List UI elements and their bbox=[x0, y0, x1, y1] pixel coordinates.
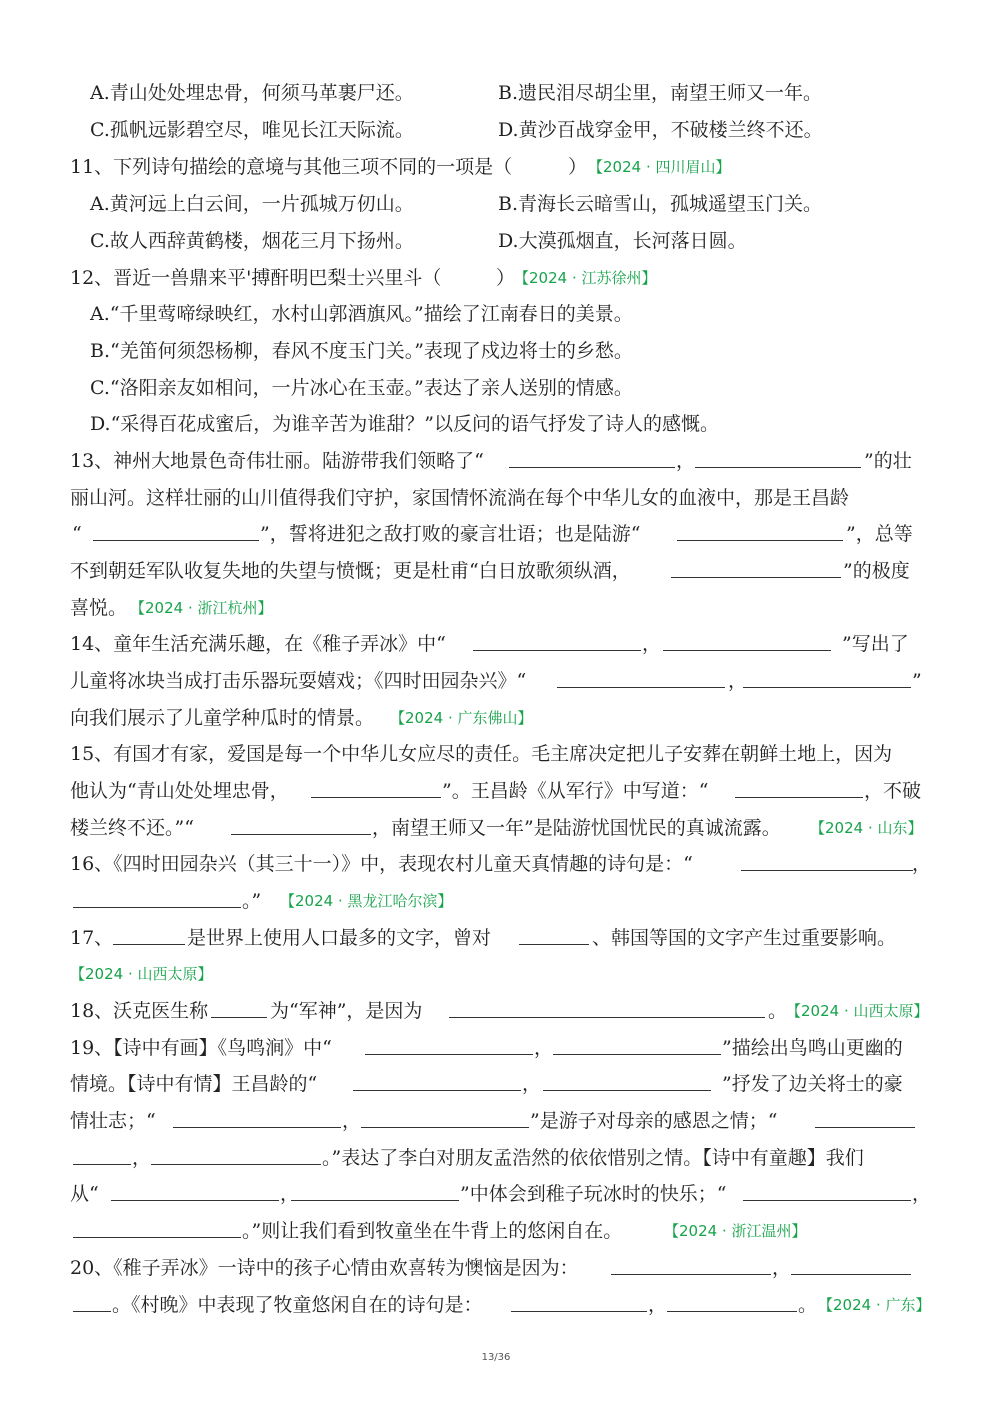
q19-line-3 bbox=[0, 1105, 992, 1137]
q11-source-tag: 【2024 · 四川眉山】 bbox=[588, 158, 731, 176]
q20-line-1 bbox=[0, 1252, 992, 1284]
q17-blank-1[interactable] bbox=[113, 922, 185, 945]
q20-line-2 bbox=[0, 1289, 992, 1321]
q13-text-4a: 不到朝廷军队收复失地的失望与愤慨；更是杜甫“白日放歌须纵酒， bbox=[70, 560, 631, 582]
q17-text-1b: 是世界上使用人口最多的文字，曾对 bbox=[187, 927, 492, 949]
q19-source-tag: 【2024 · 浙江温州】 bbox=[664, 1222, 807, 1240]
q15-line-3 bbox=[0, 812, 992, 844]
q18-line-1 bbox=[0, 995, 992, 1027]
q12-option-a-line bbox=[0, 298, 992, 330]
q12-option-d-line bbox=[0, 408, 992, 440]
q10-option-d: D.黄沙百战穿金甲，不破楼兰终不还。 bbox=[498, 119, 823, 141]
q12-option-b: B.“羌笛何须怨杨柳，春风不度玉门关。”表现了戍边将士的乡愁。 bbox=[90, 340, 633, 362]
q13-line-1 bbox=[0, 445, 992, 477]
q12-stem bbox=[0, 262, 992, 294]
q15-text-3a: 楼兰终不还。”“ bbox=[70, 817, 194, 839]
q13-line-5 bbox=[0, 592, 992, 624]
q19-blank-1[interactable] bbox=[365, 1032, 533, 1055]
q13-line-3 bbox=[0, 518, 992, 550]
q11-option-a: A.黄河远上白云间，一片孤城万仞山。 bbox=[90, 193, 414, 215]
q18-blank-1[interactable] bbox=[211, 995, 267, 1018]
q10-options-row-1 bbox=[0, 77, 992, 109]
q13-text-1a: 13、神州大地景色奇伟壮丽。陆游带我们领略了“ bbox=[70, 450, 484, 472]
q19-blank-5[interactable] bbox=[173, 1105, 341, 1128]
q12-close-paren: ） bbox=[496, 267, 516, 289]
q14-blank-4[interactable] bbox=[743, 665, 911, 688]
q20-blank-2-cont[interactable] bbox=[73, 1289, 111, 1312]
q19-blank-12[interactable] bbox=[73, 1215, 241, 1238]
q19-text-3a: 情壮志；“ bbox=[70, 1110, 156, 1132]
q11-option-d: D.大漠孤烟直，长河落日圆。 bbox=[498, 230, 747, 252]
q19-text-1b: ， bbox=[534, 1037, 554, 1059]
q19-text-3c: ”是游子对母亲的感恩之情；“ bbox=[530, 1110, 778, 1132]
q19-blank-8[interactable] bbox=[151, 1142, 321, 1165]
q13-line-4 bbox=[0, 555, 992, 587]
q14-text-1a: 14、童年生活充满乐趣，在《稚子弄冰》中“ bbox=[70, 633, 446, 655]
q19-line-4 bbox=[0, 1142, 992, 1174]
q19-text-4a: ， bbox=[132, 1147, 152, 1169]
q11-options-row-2 bbox=[0, 225, 992, 257]
q13-text-4b: ”的极度 bbox=[843, 560, 910, 582]
q15-blank-1[interactable] bbox=[311, 775, 441, 798]
q10-option-c: C.孤帆远影碧空尽，唯见长江天际流。 bbox=[90, 119, 414, 141]
q16-text-1a: 16、《四时田园杂兴（其三十一）》中，表现农村儿童天真情趣的诗句是：“ bbox=[70, 853, 693, 875]
q20-text-1a: 20、《稚子弄冰》一诗中的孩子心情由欢喜转为懊恼是因为： bbox=[70, 1257, 579, 1279]
q18-source-tag: 【2024 · 山西太原】 bbox=[786, 1002, 929, 1020]
q14-text-2a: 儿童将冰块当成打击乐器玩耍嬉戏；《四时田园杂兴》“ bbox=[70, 670, 527, 692]
q19-text-2a: 情境。【诗中有情】王昌龄的“ bbox=[70, 1073, 318, 1095]
q19-line-6 bbox=[0, 1215, 992, 1247]
q17-line-1 bbox=[0, 922, 992, 954]
q14-text-2b: ， bbox=[728, 670, 748, 692]
q19-blank-7[interactable] bbox=[815, 1105, 915, 1128]
q16-line-1 bbox=[0, 848, 992, 880]
q20-blank-4[interactable] bbox=[667, 1289, 797, 1312]
q12-source-tag: 【2024 · 江苏徐州】 bbox=[514, 269, 657, 287]
q19-text-4b: 。”表达了李白对朋友孟浩然的依依惜别之情。【诗中有童趣】我们 bbox=[322, 1147, 864, 1169]
q14-blank-3[interactable] bbox=[557, 665, 725, 688]
q13-text-3c: ”，总等 bbox=[846, 523, 913, 545]
q13-blank-1[interactable] bbox=[509, 445, 675, 468]
q20-blank-1[interactable] bbox=[611, 1252, 771, 1275]
q19-text-5c: ”中体会到稚子玩冰时的快乐；“ bbox=[460, 1183, 727, 1205]
q19-text-1c: ”描绘出鸟鸣山更幽的 bbox=[722, 1037, 903, 1059]
q19-text-5b: ， bbox=[280, 1183, 300, 1205]
q11-options-row-1 bbox=[0, 188, 992, 220]
q13-blank-4[interactable] bbox=[677, 518, 843, 541]
q19-text-1a: 19、【诗中有画】《鸟鸣涧》中“ bbox=[70, 1037, 332, 1059]
q15-blank-2[interactable] bbox=[735, 775, 863, 798]
q14-text-3: 向我们展示了儿童学种瓜时的情景。 bbox=[70, 707, 375, 729]
q19-text-6a: 。”则让我们看到牧童坐在牛背上的悠闲自在。 bbox=[242, 1220, 623, 1242]
q13-text-3a: “ bbox=[72, 523, 82, 545]
q15-text-1: 15、有国才有家，爱国是每一个中华儿女应尽的责任。毛主席决定把儿子安葬在朝鲜土地上，因为 bbox=[70, 743, 893, 765]
q20-text-2c: 。 bbox=[798, 1294, 818, 1316]
q17-source-tag: 【2024 · 山西太原】 bbox=[70, 965, 213, 983]
q12-option-b-line bbox=[0, 335, 992, 367]
q18-text-1b: 为“军神”，是因为 bbox=[270, 1000, 423, 1022]
q13-line-2 bbox=[0, 482, 992, 514]
q14-text-2c: ” bbox=[912, 670, 922, 692]
q13-blank-5[interactable] bbox=[671, 555, 841, 578]
q11-option-c: C.故人西辞黄鹤楼，烟花三月下扬州。 bbox=[90, 230, 414, 252]
q11-stem bbox=[0, 151, 992, 183]
q10-option-a: A.青山处处埋忠骨，何须马革裹尸还。 bbox=[90, 82, 414, 104]
q19-line-2 bbox=[0, 1068, 992, 1100]
q13-blank-3[interactable] bbox=[93, 518, 259, 541]
q16-source-tag: 【2024 · 黑龙江哈尔滨】 bbox=[280, 892, 453, 910]
q20-source-tag: 【2024 · 广东】 bbox=[818, 1296, 931, 1314]
q19-text-2c: ”抒发了边关将士的豪 bbox=[722, 1073, 903, 1095]
q15-text-2b: ”。王昌龄《从军行》中写道：“ bbox=[442, 780, 709, 802]
q14-blank-1[interactable] bbox=[473, 628, 641, 651]
q19-blank-9[interactable] bbox=[111, 1178, 279, 1201]
q15-text-2a: 他认为“青山处处埋忠骨， bbox=[70, 780, 289, 802]
q16-text-2a: 。” bbox=[242, 890, 262, 912]
q19-text-2b: ， bbox=[522, 1073, 542, 1095]
q15-line-1 bbox=[0, 738, 992, 770]
q13-text-3b: ”，誓将进犯之敌打败的豪言壮语；也是陆游“ bbox=[260, 523, 641, 545]
q20-text-1b: ， bbox=[772, 1257, 792, 1279]
q14-text-1c: ”写出了 bbox=[842, 633, 909, 655]
q19-blank-6[interactable] bbox=[361, 1105, 529, 1128]
q18-text-1c: 。 bbox=[768, 1000, 788, 1022]
q16-text-1b: ， bbox=[912, 853, 932, 875]
q10-option-b: B.遗民泪尽胡尘里，南望王师又一年。 bbox=[498, 82, 823, 104]
q14-line-1 bbox=[0, 628, 992, 660]
q13-source-tag: 【2024 · 浙江杭州】 bbox=[130, 599, 273, 617]
q17-blank-2[interactable] bbox=[519, 922, 589, 945]
q19-blank-7-cont[interactable] bbox=[73, 1142, 131, 1165]
q14-text-1b: ， bbox=[642, 633, 662, 655]
q15-text-2c: ，不破 bbox=[864, 780, 922, 802]
q15-text-3b: ，南望王师又一年”是陆游忧国忧民的真诚流露。 bbox=[372, 817, 781, 839]
q16-blank-2[interactable] bbox=[73, 885, 241, 908]
q13-blank-2[interactable] bbox=[695, 445, 861, 468]
q14-blank-2[interactable] bbox=[663, 628, 831, 651]
q19-blank-10[interactable] bbox=[291, 1178, 459, 1201]
q16-blank-1[interactable] bbox=[741, 848, 913, 871]
q13-text-2: 丽山河。这样壮丽的山川值得我们守护，家国情怀流淌在每个中华儿女的血液中，那是王昌龄 bbox=[70, 487, 850, 509]
q11-stem-text: 11、下列诗句描绘的意境与其他三项不同的一项是（ bbox=[70, 156, 513, 178]
q19-text-3b: ， bbox=[342, 1110, 362, 1132]
q13-text-5: 喜悦。 bbox=[70, 597, 128, 619]
q17-line-2 bbox=[0, 958, 992, 990]
q19-blank-2[interactable] bbox=[553, 1032, 721, 1055]
q16-line-2 bbox=[0, 885, 992, 917]
q11-close-paren: ） bbox=[568, 156, 588, 178]
q19-line-5 bbox=[0, 1178, 992, 1210]
q19-text-5a: 从“ bbox=[70, 1183, 99, 1205]
q11-option-b: B.青海长云暗雪山，孤城遥望玉门关。 bbox=[498, 193, 823, 215]
q13-text-1c: ”的壮 bbox=[864, 450, 912, 472]
q20-text-2a: 。《村晚》中表现了牧童悠闲自在的诗句是： bbox=[112, 1294, 483, 1316]
q12-option-c: C.“洛阳亲友如相问，一片冰心在玉壶。”表达了亲人送别的情感。 bbox=[90, 377, 633, 399]
q13-text-1b: ， bbox=[676, 450, 696, 472]
q12-option-a: A.“千里莺啼绿映红，水村山郭酒旗风。”描绘了江南春日的美景。 bbox=[90, 303, 633, 325]
q12-option-d: D.“采得百花成蜜后，为谁辛苦为谁甜？”以反问的语气抒发了诗人的感慨。 bbox=[90, 413, 720, 435]
q20-text-2b: ， bbox=[648, 1294, 668, 1316]
q14-source-tag: 【2024 · 广东佛山】 bbox=[390, 709, 533, 727]
q10-options-row-2 bbox=[0, 114, 992, 146]
q19-line-1 bbox=[0, 1032, 992, 1064]
q19-blank-4[interactable] bbox=[543, 1068, 711, 1091]
q12-option-c-line bbox=[0, 372, 992, 404]
q18-text-1a: 18、沃克医生称 bbox=[70, 1000, 209, 1022]
q19-text-5d: ， bbox=[912, 1183, 932, 1205]
q12-stem-text: 12、晋近一兽鼎来平'搏酐明巴梨士兴里斗（ bbox=[70, 267, 442, 289]
q17-text-1c: 、韩国等国的文字产生过重要影响。 bbox=[592, 927, 897, 949]
q14-line-3 bbox=[0, 702, 992, 734]
q15-blank-3[interactable] bbox=[231, 812, 371, 835]
q19-blank-11[interactable] bbox=[743, 1178, 911, 1201]
q19-blank-3[interactable] bbox=[353, 1068, 521, 1091]
q17-text-1a: 17、 bbox=[70, 927, 114, 949]
page-number: 13/36 bbox=[481, 1352, 511, 1363]
q20-blank-3[interactable] bbox=[511, 1289, 647, 1312]
q20-blank-2[interactable] bbox=[791, 1252, 911, 1275]
q15-line-2 bbox=[0, 775, 992, 807]
q14-line-2 bbox=[0, 665, 992, 697]
q15-source-tag: 【2024 · 山东】 bbox=[810, 819, 923, 837]
q18-blank-2[interactable] bbox=[449, 995, 765, 1018]
